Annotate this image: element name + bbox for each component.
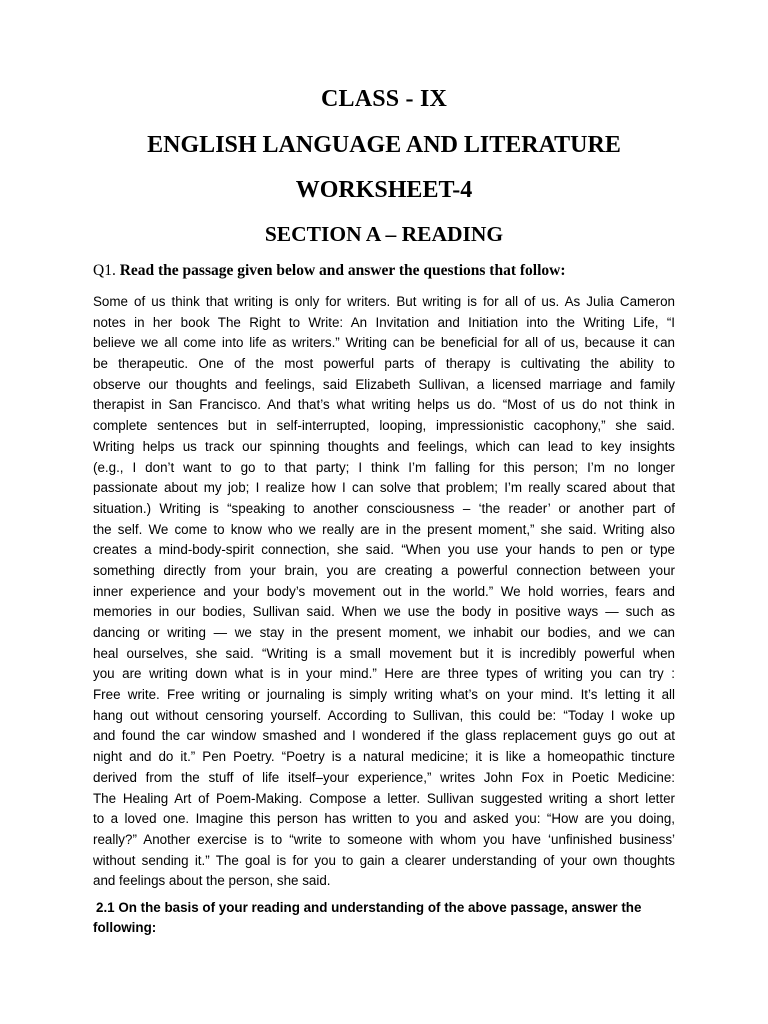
passage-line: observe our thoughts and feelings, said Elizabeth Sullivan, a licensed marriage and family [93, 376, 675, 392]
subquestion-prompt: 2.1 On the basis of your reading and understanding of the above passage, answer the following: [93, 900, 642, 935]
passage-line: without sending it.” The goal is for you to gain a clearer understanding of your own thoughts [93, 852, 675, 868]
passage-line: something directly from your brain, you are creating a powerful connection between your [93, 562, 675, 578]
passage-line: Free write. Free writing or journaling is simply writing what’s on your mind. It’s letting it all [93, 687, 675, 703]
passage-line: memories in our bodies, Sullivan said. When we use the body in positive ways — such as [93, 604, 675, 620]
passage-line: Writing helps us track our spinning thoughts and feelings, which can lead to key insights [93, 438, 675, 454]
passage-line: you are writing down what is in your mind.” Here are three types of writing you can try : [93, 666, 675, 682]
passage-line: The Healing Art of Poem-Making. Compose a letter. Sullivan suggested writing a short letter [93, 790, 675, 806]
passage-line: heal ourselves, she said. “Writing is a small movement but it is incredibly powerful when [93, 645, 675, 661]
passage-line: therapist in San Francisco. And that’s what writing helps us do. “Most of us do not think in [93, 397, 675, 413]
section-title: SECTION A – READING [264, 222, 504, 246]
passage-line: really?” Another exercise is to “write to someone with whom you have ‘unfinished business’ [93, 831, 675, 847]
reading-passage [93, 292, 675, 892]
passage-line: inner experience and your body’s movement out in the world.” We hold worries, fears and [93, 583, 675, 599]
passage-line: to a loved one. Imagine this person has written to you and asked you: “How are you doing, [93, 811, 675, 827]
passage-line: dancing or writing — we stay in the present moment, we inhabit our bodies, and we can [93, 625, 675, 640]
passage-line: believe we all come into life as writers.” Writing can be beneficial for all of us, because it can [93, 335, 675, 351]
question-number: Q1. [93, 262, 116, 279]
passage-line: night and do it.” Pen Poetry. “Poetry is a natural medicine; it is like a homeopathic tincture [93, 749, 675, 765]
class-title: CLASS - IX [320, 86, 448, 112]
passage-line: and feelings about the person, she said. [93, 873, 331, 889]
subject-title: ENGLISH LANGUAGE AND LITERATURE [147, 132, 621, 158]
passage-line: the self. We come to know who we really are in the present moment,” she said. Writing also [93, 521, 675, 537]
worksheet-title: WORKSHEET-4 [295, 177, 473, 203]
passage-line: passionate about my job; I realize how I can solve that problem; I’m really scared about that [93, 480, 675, 496]
question-prompt [93, 262, 566, 280]
passage-line: (e.g., I don’t want to go to that party; I think I’m falling for this person; I’m no longer [93, 459, 675, 475]
passage-line: hang out without censoring yourself. According to Sullivan, this could be: “Today I woke up [93, 707, 675, 723]
passage-line: creates a mind-body-spirit connection, she said. “When you use your hands to pen or type [93, 542, 675, 558]
passage-line: complete sentences but in self-interrupted, looping, impressionistic cacophony,” she said. [93, 418, 675, 434]
passage-line: and found the car window smashed and I wondered if the glass replacement guys go out at [93, 728, 675, 744]
passage-line: derived from the stuff of life itself–your experience,” writes John Fox in Poetic Medicine: [93, 769, 675, 785]
passage-line: notes in her book The Right to Write: An Invitation and Initiation into the Writing Life, “I [93, 314, 675, 330]
passage-line: situation.) Writing is “speaking to another consciousness – ‘the reader’ or another part of [93, 500, 675, 516]
passage-line: Some of us think that writing is only for writers. But writing is for all of us. As Julia Cameron [93, 294, 675, 309]
passage-line: be therapeutic. One of the most powerful parts of therapy is cultivating the ability to [93, 356, 675, 372]
question-text: Read the passage given below and answer the questions that follow: [115, 262, 566, 279]
